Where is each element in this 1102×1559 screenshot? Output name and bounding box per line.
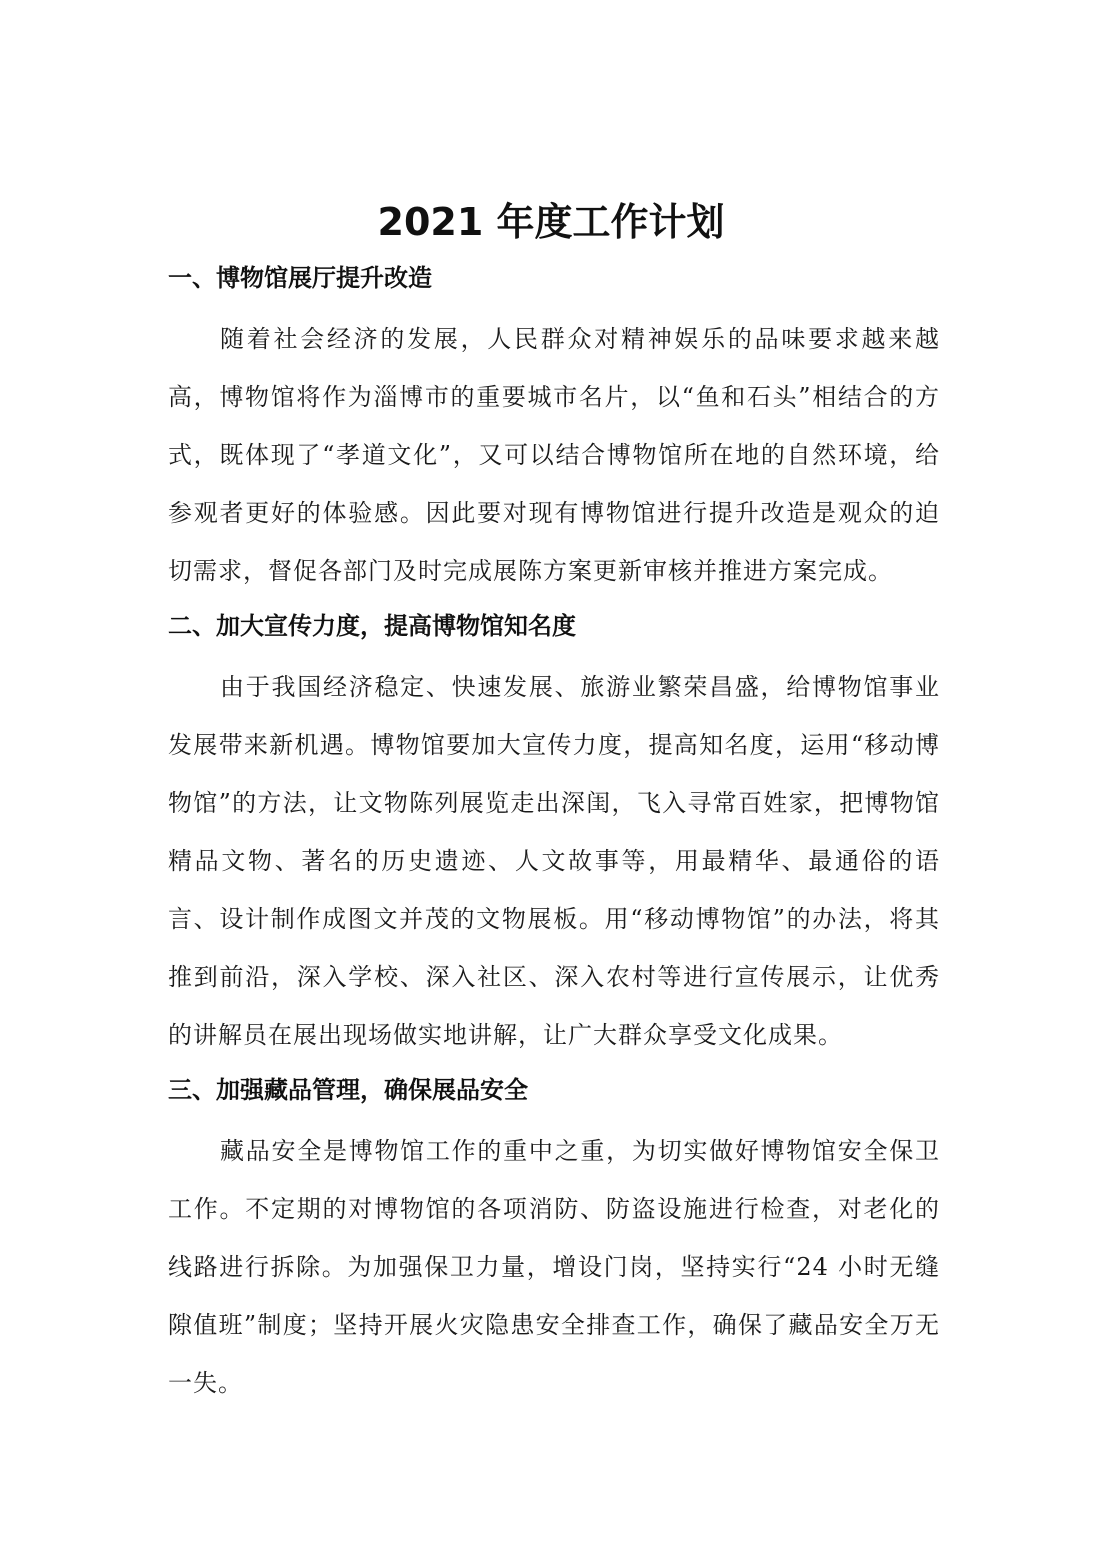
section-2 (168, 606, 940, 1064)
document-body (168, 258, 940, 1418)
section-1 (168, 258, 940, 600)
section-heading: 二、加大宣传力度，提高博物馆知名度 (168, 612, 576, 640)
section-paragraph: 随着社会经济的发展，人民群众对精神娱乐的品味要求越来越高，博物馆将作为淄博市的重要城市名片，以“鱼和石头”相结合的方式，既体现了“孝道文化”，又可以结合博物馆所在地的自然环境，给参观者更好的体验感。因此要对现有博物馆进行提升改造是观众的迫切需求，督促各部门及时完成展陈方案更新审核并推进方案完成。 (168, 325, 940, 585)
section-paragraph: 由于我国经济稳定、快速发展、旅游业繁荣昌盛，给博物馆事业发展带来新机遇。博物馆要加大宣传力度，提高知名度，运用“移动博物馆”的方法，让文物陈列展览走出深闺，飞入寻常百姓家，把博物馆精品文物、著名的历史遗迹、人文故事等，用最精华、最通俗的语言、设计制作成图文并茂的文物展板。用“移动博物馆”的办法，将其推到前沿，深入学校、深入社区、深入农村等进行宣传展示，让优秀的讲解员在展出现场做实地讲解，让广大群众享受文化成果。 (168, 673, 940, 1049)
section-heading: 三、加强藏品管理，确保展品安全 (168, 1076, 528, 1104)
section-heading: 一、博物馆展厅提升改造 (168, 264, 432, 292)
section-3 (168, 1070, 940, 1412)
document-title: 2021 年度工作计划 (377, 200, 725, 244)
section-paragraph: 藏品安全是博物馆工作的重中之重，为切实做好博物馆安全保卫工作。不定期的对博物馆的各项消防、防盗设施进行检查，对老化的线路进行拆除。为加强保卫力量，增设门岗，坚持实行“24 小时无缝隙值班”制度；坚持开展火灾隐患安全排查工作，确保了藏品安全万无一失。 (168, 1137, 940, 1397)
